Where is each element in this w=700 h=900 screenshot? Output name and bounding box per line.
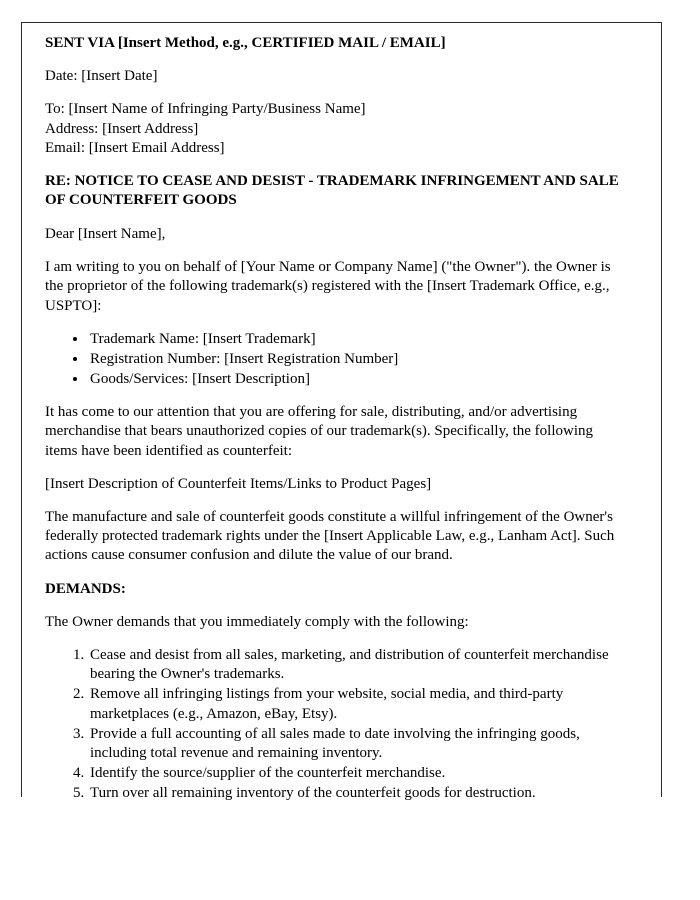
counterfeit-items-placeholder: [Insert Description of Counterfeit Items/Links to Product Pages] <box>45 475 432 492</box>
recipient-block <box>45 100 623 158</box>
intro-paragraph: I am writing to you on behalf of [Your Name or Company Name] ("the Owner"). the Owner is the proprietor of the following trademark(s) registered with the [Insert Trademark Office, e.g., USPTO]: <box>45 259 611 314</box>
sent-via-line: SENT VIA [Insert Method, e.g., CERTIFIED MAIL / EMAIL] <box>45 35 446 51</box>
list-item: • Trademark Name: [Insert Trademark] <box>88 330 623 349</box>
trademark-details-list <box>45 330 623 390</box>
infringement-paragraph: The manufacture and sale of counterfeit goods constitute a willful infringement of the Owner's federally protected trademark rights under the [Insert Applicable Law, e.g., Lanham Act]. Such actions cause consumer confusion and dilute the value of our brand. <box>45 509 615 564</box>
re-subject-heading: RE: NOTICE TO CEASE AND DESIST - TRADEMARK INFRINGEMENT AND SALE OF COUNTERFEIT GOODS <box>45 172 619 209</box>
list-item: 3. Provide a full accounting of all sales made to date involving the infringing goods, including total revenue and remaining inventory. <box>88 725 623 763</box>
demands-intro: The Owner demands that you immediately comply with the following: <box>45 613 469 630</box>
list-item: • Goods/Services: [Insert Description] <box>88 370 623 389</box>
list-item: 5. Turn over all remaining inventory of the counterfeit goods for destruction. <box>88 784 623 803</box>
list-item: 1. Cease and desist from all sales, marketing, and distribution of counterfeit merchandise bearing the Owner's trademarks. <box>88 646 623 684</box>
recipient-name-line: To: [Insert Name of Infringing Party/Business Name] <box>45 101 366 118</box>
date-line: Date: [Insert Date] <box>45 68 158 85</box>
attention-paragraph: It has come to our attention that you are offering for sale, distributing, and/or advertising merchandise that bears unauthorized copies of our trademark(s). Specifically, the following items have been identified as counterfeit: <box>45 404 593 459</box>
list-item: • Registration Number: [Insert Registration Number] <box>88 350 623 369</box>
recipient-address-line: Address: [Insert Address] <box>45 120 199 137</box>
list-item: 2. Remove all infringing listings from your website, social media, and third-party marketplaces (e.g., Amazon, eBay, Etsy). <box>88 685 623 723</box>
recipient-email-line: Email: [Insert Email Address] <box>45 139 225 156</box>
document-body <box>45 34 623 817</box>
salutation: Dear [Insert Name], <box>45 225 166 242</box>
demands-list <box>45 646 623 804</box>
list-item: 4. Identify the source/supplier of the counterfeit merchandise. <box>88 764 623 783</box>
demands-heading: DEMANDS: <box>45 580 126 597</box>
